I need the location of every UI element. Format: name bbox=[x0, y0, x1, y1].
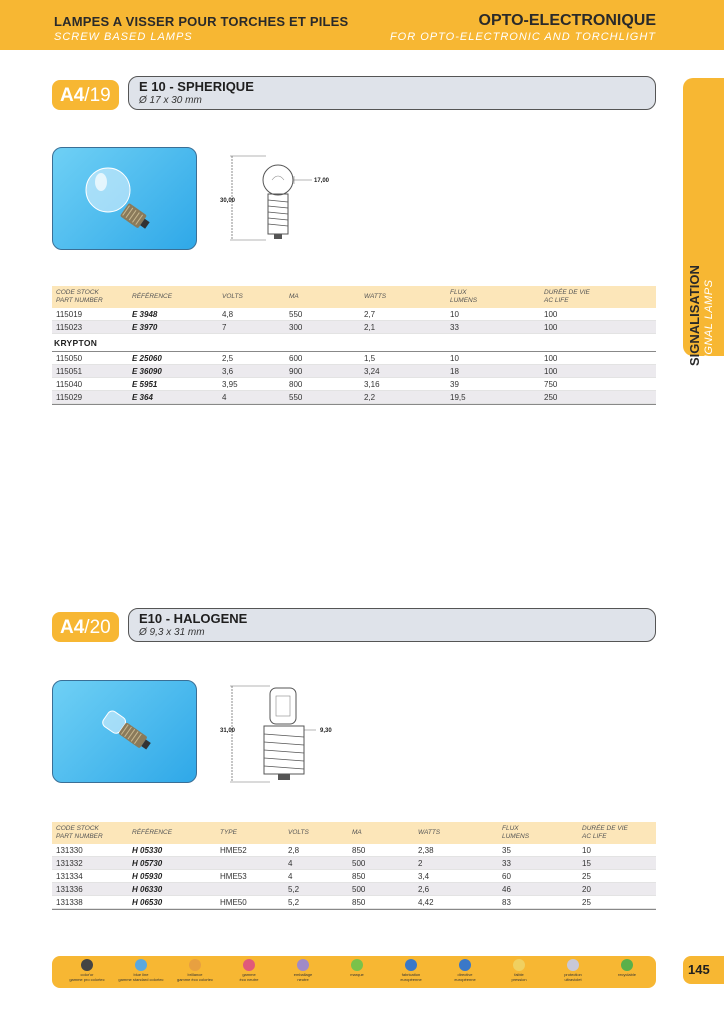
col-ma: MA bbox=[352, 829, 362, 836]
table-cell: 4 bbox=[222, 393, 227, 402]
section1-dim-height: 30,00 bbox=[220, 198, 236, 204]
section1-subtitle: Ø 17 x 30 mm bbox=[139, 95, 202, 106]
table-cell: 850 bbox=[352, 872, 366, 881]
side-tab-signalisation bbox=[683, 78, 724, 366]
table-cell: 2,1 bbox=[364, 323, 376, 332]
table-cell: 100 bbox=[544, 354, 558, 363]
section2-table bbox=[52, 822, 656, 910]
section2-dim-height: 31,00 bbox=[220, 728, 236, 734]
table-cell: 550 bbox=[289, 310, 303, 319]
table-row bbox=[52, 883, 656, 896]
section1-table-end bbox=[52, 404, 656, 405]
legend-label: color'or bbox=[80, 972, 94, 977]
table-cell: 600 bbox=[289, 354, 303, 363]
legend-sublabel: gamme standard colortec bbox=[118, 977, 164, 982]
legend-icon bbox=[513, 959, 525, 971]
col-part-number: PART NUMBER bbox=[56, 297, 103, 304]
legend-sublabel: éco neutre bbox=[239, 977, 259, 982]
table-cell: 39 bbox=[450, 380, 459, 389]
table-cell: 3,6 bbox=[222, 367, 234, 376]
table-cell: 3,24 bbox=[364, 367, 380, 376]
col-type: TYPE bbox=[220, 829, 237, 836]
section1-title: E 10 - SPHERIQUE bbox=[139, 79, 254, 94]
table-cell: E 3948 bbox=[132, 310, 158, 319]
table-cell: 115051 bbox=[56, 367, 83, 376]
legend-label: protection bbox=[564, 972, 582, 977]
table-cell: 3,4 bbox=[418, 872, 430, 881]
footer-legend-item bbox=[328, 959, 386, 977]
section2-code-num: /20 bbox=[84, 617, 111, 638]
section1-dim-width: 17,00 bbox=[314, 178, 330, 184]
table-cell: 100 bbox=[544, 310, 558, 319]
section2-table-end bbox=[52, 909, 656, 910]
table-cell: 131338 bbox=[56, 898, 83, 907]
legend-label: gamme bbox=[242, 972, 256, 977]
footer-legend-item bbox=[220, 959, 278, 982]
table-cell: 550 bbox=[289, 393, 303, 402]
side-tab-subtitle: SIGNAL LAMPS bbox=[703, 279, 715, 366]
table-cell: 1,5 bbox=[364, 354, 376, 363]
table-row bbox=[52, 896, 656, 909]
table-row bbox=[52, 352, 656, 365]
col-duree-de-vie: DURÉE DE VIE bbox=[544, 289, 590, 296]
legend-label: fabrication bbox=[401, 972, 421, 977]
table-cell: E 364 bbox=[132, 393, 153, 402]
section2-product-photo bbox=[52, 680, 197, 783]
legend-icon bbox=[81, 959, 93, 971]
table-cell: H 05730 bbox=[132, 859, 163, 868]
table-cell: 250 bbox=[544, 393, 558, 402]
section1-code-prefix: A4 bbox=[60, 85, 85, 106]
footer-legend-item bbox=[274, 959, 332, 982]
table-row bbox=[52, 321, 656, 334]
table-cell: 15 bbox=[582, 859, 591, 868]
footer-legend-item bbox=[436, 959, 494, 982]
table-cell: 2,7 bbox=[364, 310, 376, 319]
table-row bbox=[52, 365, 656, 378]
legend-icon bbox=[567, 959, 579, 971]
header-right-subtitle: FOR OPTO-ELECTRONIC AND TORCHLIGHT bbox=[389, 31, 656, 43]
section1-badge bbox=[52, 80, 119, 110]
legend-sublabel: pression bbox=[511, 977, 527, 982]
col-reference: RÉFÉRENCE bbox=[132, 293, 173, 300]
table-cell: 115029 bbox=[56, 393, 83, 402]
table-cell: 131330 bbox=[56, 846, 83, 855]
footer-legend-bar bbox=[52, 956, 656, 988]
table-cell: 2,5 bbox=[222, 354, 234, 363]
page-number: 145 bbox=[688, 962, 710, 977]
col-code-stock: CODE STOCK bbox=[56, 825, 99, 832]
table-cell: 25 bbox=[582, 872, 591, 881]
header-left-title: LAMPES A VISSER POUR TORCHES ET PILES bbox=[54, 14, 349, 29]
table-cell: 5,2 bbox=[288, 898, 300, 907]
section2-title-bar bbox=[128, 608, 656, 642]
legend-label: emballage bbox=[293, 972, 313, 977]
header-left-subtitle: SCREW BASED LAMPS bbox=[54, 31, 193, 43]
legend-icon bbox=[621, 959, 633, 971]
footer-legend-item bbox=[544, 959, 602, 982]
halogen-bulb-icon bbox=[53, 681, 197, 783]
table-cell: 4 bbox=[288, 872, 293, 881]
table-row bbox=[52, 391, 656, 404]
footer-legend-item bbox=[58, 959, 116, 982]
table-cell: H 05930 bbox=[132, 872, 163, 881]
table-cell: HME53 bbox=[220, 872, 247, 881]
table-cell: 19,5 bbox=[450, 393, 466, 402]
footer-legend-item bbox=[598, 959, 656, 977]
col-watts: WATTS bbox=[364, 293, 387, 300]
footer-legend-item bbox=[382, 959, 440, 982]
legend-icon bbox=[297, 959, 309, 971]
section2-dim-width: 9,30 bbox=[320, 728, 332, 734]
table-row bbox=[52, 308, 656, 321]
legend-label: directive bbox=[457, 972, 473, 977]
col-volts: VOLTS bbox=[288, 829, 309, 836]
page-number-tab bbox=[683, 956, 724, 984]
table-cell: 35 bbox=[502, 846, 511, 855]
table-cell: 10 bbox=[582, 846, 591, 855]
section2-technical-drawing bbox=[220, 682, 345, 787]
table-row bbox=[52, 378, 656, 391]
legend-icon bbox=[459, 959, 471, 971]
legend-sublabel: neutre bbox=[297, 977, 309, 982]
table-cell: 500 bbox=[352, 859, 366, 868]
table-cell: 2,38 bbox=[418, 846, 434, 855]
section2-code-prefix: A4 bbox=[60, 617, 85, 638]
table-cell: 60 bbox=[502, 872, 511, 881]
legend-sublabel: gamme éco colortec bbox=[176, 977, 213, 982]
table-cell: 131332 bbox=[56, 859, 83, 868]
table-cell: 83 bbox=[502, 898, 511, 907]
table-cell: 115040 bbox=[56, 380, 83, 389]
legend-sublabel: gamme pro colortec bbox=[69, 977, 105, 982]
table-cell: 300 bbox=[289, 323, 303, 332]
footer-legend-item bbox=[490, 959, 548, 982]
table-cell: 3,16 bbox=[364, 380, 380, 389]
col-lumens: LUMENS bbox=[450, 297, 478, 304]
table-row bbox=[52, 844, 656, 857]
table-cell: 4,8 bbox=[222, 310, 234, 319]
table-row bbox=[52, 857, 656, 870]
table-cell: 3,95 bbox=[222, 380, 238, 389]
table-cell: 33 bbox=[450, 323, 459, 332]
table-cell: H 05330 bbox=[132, 846, 163, 855]
header-right-title: OPTO-ELECTRONIQUE bbox=[478, 12, 656, 29]
section1-code-num: /19 bbox=[84, 85, 111, 106]
table-cell: 20 bbox=[582, 885, 591, 894]
section1-technical-drawing bbox=[220, 150, 340, 245]
table-cell: 131334 bbox=[56, 872, 83, 881]
table-cell: 100 bbox=[544, 367, 558, 376]
table-cell: 5,2 bbox=[288, 885, 300, 894]
table-cell: 900 bbox=[289, 367, 303, 376]
table-cell: HME52 bbox=[220, 846, 247, 855]
footer-legend-item bbox=[112, 959, 170, 982]
table-cell: 4 bbox=[288, 859, 293, 868]
col-duree-de-vie: DURÉE DE VIE bbox=[582, 825, 628, 832]
side-tab-title: SIGNALISATION bbox=[687, 265, 702, 366]
section1-table-header bbox=[52, 286, 656, 308]
table-cell: 850 bbox=[352, 846, 366, 855]
table-cell: 800 bbox=[289, 380, 303, 389]
table-cell: H 06530 bbox=[132, 898, 163, 907]
table-cell: 4,42 bbox=[418, 898, 434, 907]
col-flux: FLUX bbox=[502, 825, 519, 832]
table-cell: 100 bbox=[544, 323, 558, 332]
table-cell: 2 bbox=[418, 859, 423, 868]
table-cell: 10 bbox=[450, 310, 459, 319]
table-cell: 115019 bbox=[56, 310, 83, 319]
legend-label: blue line bbox=[133, 972, 149, 977]
krypton-label: KRYPTON bbox=[54, 338, 98, 348]
table-cell: 25 bbox=[582, 898, 591, 907]
col-code-stock: CODE STOCK bbox=[56, 289, 99, 296]
col-ac-life: AC LIFE bbox=[582, 833, 607, 840]
section1-product-photo bbox=[52, 147, 197, 250]
section2-badge bbox=[52, 612, 119, 642]
table-row bbox=[52, 870, 656, 883]
section2-subtitle: Ø 9,3 x 31 mm bbox=[139, 627, 205, 638]
legend-label: faible bbox=[514, 972, 524, 977]
table-cell: 750 bbox=[544, 380, 558, 389]
legend-sublabel: ultraviolet bbox=[564, 977, 582, 982]
table-cell: 18 bbox=[450, 367, 459, 376]
table-cell: 500 bbox=[352, 885, 366, 894]
col-volts: VOLTS bbox=[222, 293, 243, 300]
legend-label: marque bbox=[350, 972, 364, 977]
section1-title-bar bbox=[128, 76, 656, 110]
legend-label: recyclable bbox=[617, 972, 636, 977]
footer-legend-item bbox=[166, 959, 224, 982]
table-cell: 46 bbox=[502, 885, 511, 894]
section1-table bbox=[52, 286, 656, 405]
col-ac-life: AC LIFE bbox=[544, 297, 569, 304]
table-cell: 115050 bbox=[56, 354, 83, 363]
col-reference: RÉFÉRENCE bbox=[132, 829, 173, 836]
spherical-bulb-icon bbox=[53, 148, 197, 250]
table-cell: E 3970 bbox=[132, 323, 158, 332]
col-watts: WATTS bbox=[418, 829, 441, 836]
legend-label: brillance bbox=[187, 972, 203, 977]
legend-sublabel: européenne bbox=[454, 977, 476, 982]
table-cell: 131336 bbox=[56, 885, 83, 894]
krypton-subheading bbox=[52, 334, 656, 352]
section2-title: E10 - HALOGENE bbox=[139, 611, 248, 626]
page-header bbox=[0, 0, 724, 50]
table-cell: 115023 bbox=[56, 323, 83, 332]
legend-icon bbox=[351, 959, 363, 971]
col-flux: FLUX bbox=[450, 289, 467, 296]
legend-icon bbox=[405, 959, 417, 971]
table-cell: H 06330 bbox=[132, 885, 163, 894]
table-cell: 10 bbox=[450, 354, 459, 363]
col-lumens: LUMENS bbox=[502, 833, 530, 840]
section2-table-header bbox=[52, 822, 656, 844]
table-cell: 2,8 bbox=[288, 846, 300, 855]
table-cell: E 25060 bbox=[132, 354, 162, 363]
col-ma: MA bbox=[289, 293, 299, 300]
table-cell: E 36090 bbox=[132, 367, 162, 376]
table-cell: 33 bbox=[502, 859, 511, 868]
table-cell: 2,2 bbox=[364, 393, 376, 402]
table-cell: HME50 bbox=[220, 898, 247, 907]
table-cell: E 5951 bbox=[132, 380, 158, 389]
legend-icon bbox=[243, 959, 255, 971]
legend-icon bbox=[189, 959, 201, 971]
legend-icon bbox=[135, 959, 147, 971]
legend-sublabel: européenne bbox=[400, 977, 422, 982]
table-cell: 7 bbox=[222, 323, 227, 332]
table-cell: 850 bbox=[352, 898, 366, 907]
col-part-number: PART NUMBER bbox=[56, 833, 103, 840]
table-cell: 2,6 bbox=[418, 885, 430, 894]
